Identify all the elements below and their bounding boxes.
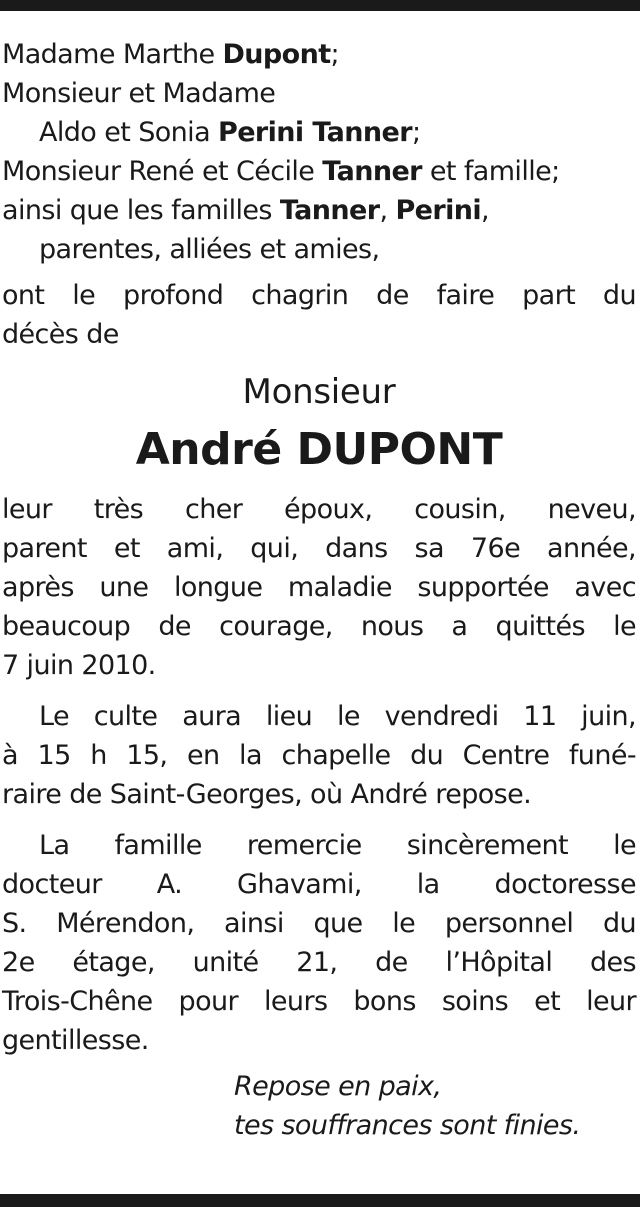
bottom-border-rule (0, 1194, 640, 1207)
family-line: parentes, alliées et amies, (39, 234, 380, 265)
top-border-rule (0, 0, 640, 11)
obituary-notice (2, 35, 636, 1145)
paragraph-line: 7 juin 2010. (2, 650, 156, 681)
announcement-text: décès de (2, 319, 119, 350)
paragraph-line: Trois-Chêne pour leurs bons soins et leur (2, 986, 636, 1017)
paragraph-line: à 15 h 15, en la chapelle du Centre funé- (2, 740, 636, 771)
epitaph-line: tes souffrances sont finies. (234, 1110, 581, 1141)
paragraph-line: leur très cher époux, cousin, neveu, (2, 494, 636, 525)
paragraph-line: après une longue maladie supportée avec (2, 572, 636, 603)
family-line: Madame Marthe Dupont; (2, 39, 340, 70)
family-line: Monsieur René et Cécile Tanner et famille; (2, 156, 560, 187)
announcement-text: ont le profond chagrin de faire part du (2, 280, 636, 311)
thanks-paragraph (2, 826, 636, 1060)
family-line: Aldo et Sonia Perini Tanner; (39, 117, 421, 148)
bio-paragraph (2, 490, 636, 685)
epitaph (2, 1067, 636, 1145)
paragraph-line: gentillesse. (2, 1025, 149, 1056)
paragraph-line: Le culte aura lieu le vendredi 11 juin, (39, 701, 636, 732)
family-list (2, 35, 636, 269)
paragraph-line: S. Mérendon, ainsi que le personnel du (2, 908, 636, 939)
paragraph-line: beaucoup de courage, nous a quittés le (2, 611, 636, 642)
deceased-name: André DUPONT (135, 424, 503, 475)
family-line: Monsieur et Madame (2, 78, 276, 109)
ceremony-paragraph (2, 697, 636, 814)
paragraph-line: 2e étage, unité 21, de l’Hôpital des (2, 947, 636, 978)
family-line: ainsi que les familles Tanner, Perini, (2, 195, 489, 226)
paragraph-line: parent et ami, qui, dans sa 76e année, (2, 533, 636, 564)
paragraph-line: docteur A. Ghavami, la doctoresse (2, 869, 636, 900)
paragraph-line: La famille remercie sincèrement le (39, 830, 636, 861)
epitaph-line: Repose en paix, (234, 1071, 442, 1102)
civility-title: Monsieur (242, 372, 396, 412)
paragraph-line: raire de Saint-Georges, où André repose. (2, 779, 532, 810)
